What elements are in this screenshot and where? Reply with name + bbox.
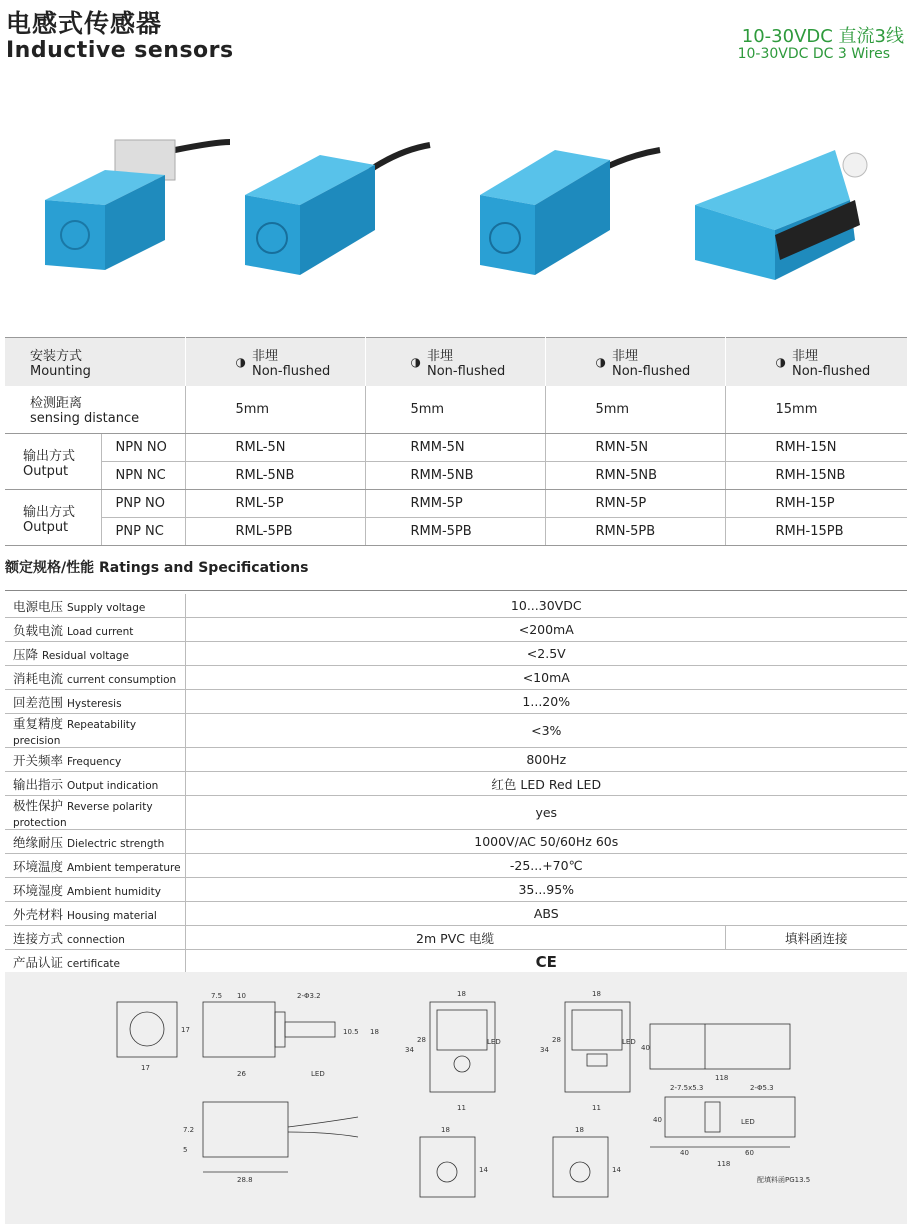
spec-cn: 连接方式 (13, 930, 64, 946)
spec-row (5, 902, 907, 926)
page-title-cn: 电感式传感器 (6, 9, 163, 38)
dim-label: 18 (457, 990, 466, 998)
voltage-cn: 10-30VDC 直流3线 (741, 26, 904, 47)
connection-value-2: 填料函连接 (725, 926, 907, 950)
dimension-drawings (5, 972, 907, 1224)
model-cell: RMH-15NB (725, 462, 907, 490)
spec-en: Output indication (67, 779, 159, 792)
spec-row (5, 690, 907, 714)
dim-label: 7.5 (211, 992, 223, 1000)
distance-value: 5mm (545, 386, 725, 434)
dim-label: 34 (540, 1046, 549, 1054)
model-cell: RMH-15PB (725, 518, 907, 546)
dim-label: 40 (641, 1044, 650, 1052)
sensor-photo-rmn (480, 150, 660, 275)
spec-en: Reverse polarity protection (13, 801, 153, 829)
model-table (5, 337, 907, 546)
connection-value: 2m PVC 电缆 (185, 926, 725, 950)
spec-en: current consumption (67, 673, 177, 686)
dim-label: LED (311, 1070, 325, 1078)
output-label-cn: 输出方式 (23, 448, 76, 464)
dim-label: 40 (680, 1149, 689, 1157)
dim-label: LED (487, 1038, 501, 1046)
voltage-en: 10-30VDC DC 3 Wires (737, 46, 890, 62)
spec-cn: 电源电压 (13, 598, 64, 614)
spec-cn: 输出指示 (13, 776, 64, 792)
distance-label-cn: 检测距离 (30, 396, 83, 412)
spec-en: Ambient humidity (67, 885, 161, 898)
spec-row (5, 830, 907, 854)
mount-cn-2: 非埋 (426, 348, 453, 364)
spec-value: 10...30VDC (185, 594, 907, 618)
spec-row (5, 642, 907, 666)
spec-cn: 环境湿度 (13, 882, 64, 898)
spec-cn: 绝缘耐压 (13, 834, 64, 850)
dim-label: 5 (183, 1146, 188, 1154)
spec-cn: 产品认证 (13, 954, 64, 970)
spec-value: ABS (185, 902, 907, 926)
dim-label: 14 (479, 1166, 488, 1174)
dim-label: 18 (441, 1126, 450, 1134)
distance-value: 5mm (185, 386, 365, 434)
spec-value: 800Hz (185, 748, 907, 772)
mount-cn-3: 非埋 (611, 348, 638, 364)
model-cell: RMN-5PB (545, 518, 725, 546)
spec-row (5, 666, 907, 690)
spec-cn: 外壳材料 (13, 906, 64, 922)
spec-value: <10mA (185, 666, 907, 690)
model-cell: RML-5P (185, 490, 365, 518)
dim-label: 配填料函PG13.5 (757, 1176, 811, 1184)
mounting-label-cn: 安装方式 (30, 348, 83, 364)
spec-en: Residual voltage (42, 649, 129, 662)
dim-label: LED (622, 1038, 636, 1046)
spec-cn: 重复精度 (13, 716, 64, 731)
dim-label: 18 (592, 990, 601, 998)
page-title-en: Inductive sensors (6, 38, 234, 63)
ce-mark-icon: CE (185, 950, 907, 974)
spec-row (5, 878, 907, 902)
mount-cn-1: 非埋 (251, 348, 278, 364)
distance-label-en: sensing distance (30, 411, 140, 427)
dim-label: 40 (653, 1116, 662, 1124)
output-label-cn: 输出方式 (23, 504, 76, 520)
dim-label: 28 (417, 1036, 426, 1044)
dim-label: 10.5 (343, 1028, 359, 1036)
model-cell: RMN-5P (545, 490, 725, 518)
spec-en: Supply voltage (67, 601, 146, 614)
sensor-photo-rml (45, 140, 230, 270)
mount-en-3: Non-flushed (611, 363, 691, 379)
model-cell: RMH-15P (725, 490, 907, 518)
output-type: NPN NO (101, 434, 185, 462)
dim-label: 10 (237, 992, 246, 1000)
output-label-en: Output (23, 519, 69, 535)
model-cell: RMH-15N (725, 434, 907, 462)
output-label-en: Output (23, 463, 69, 479)
model-cell: RML-5PB (185, 518, 365, 546)
distance-value: 5mm (365, 386, 545, 434)
spec-en: certificate (67, 957, 120, 970)
spec-cn: 极性保护 (13, 798, 64, 813)
spec-cn: 回差范围 (13, 694, 64, 710)
specs-table (5, 594, 907, 974)
spec-cn: 负载电流 (13, 622, 64, 638)
dim-label: 17 (181, 1026, 190, 1034)
mount-cn-4: 非埋 (791, 348, 818, 364)
drawing-rmm (405, 990, 501, 1197)
model-cell: RMM-5P (365, 490, 545, 518)
spec-en: Housing material (67, 909, 157, 922)
spec-en: Dielectric strength (67, 837, 165, 850)
dim-label: 60 (745, 1149, 754, 1157)
mount-en-4: Non-flushed (791, 363, 871, 379)
spec-en: Repeatability precision (13, 719, 137, 747)
spec-en: connection (67, 933, 125, 946)
spec-cn: 压降 (13, 646, 39, 662)
spec-en: Hysteresis (67, 697, 122, 710)
spec-cn: 开关频率 (13, 752, 64, 768)
divider (5, 590, 907, 591)
half-circle-icon: ◑ (235, 354, 246, 369)
sensor-photo-rmm (245, 145, 430, 275)
specs-section-title: 额定规格/性能 Ratings and Specifications (5, 560, 309, 576)
spec-en: Load current (67, 625, 134, 638)
spec-en: Frequency (67, 755, 122, 768)
mount-en-1: Non-flushed (251, 363, 331, 379)
spec-cn: 消耗电流 (13, 670, 64, 686)
model-cell: RMN-5NB (545, 462, 725, 490)
model-cell: RML-5NB (185, 462, 365, 490)
dim-label: 118 (715, 1074, 729, 1082)
half-circle-icon: ◑ (775, 354, 786, 369)
spec-value: 1000V/AC 50/60Hz 60s (185, 830, 907, 854)
dim-label: 18 (575, 1126, 584, 1134)
spec-value: yes (185, 796, 907, 830)
dim-label: 28.8 (237, 1176, 253, 1184)
spec-en: Ambient temperature (67, 861, 181, 874)
spec-value: <200mA (185, 618, 907, 642)
dim-label: 17 (141, 1064, 150, 1072)
spec-row (5, 748, 907, 772)
spec-row (5, 618, 907, 642)
product-photos (0, 120, 910, 310)
dim-label: 7.2 (183, 1126, 195, 1134)
dim-label: 11 (457, 1104, 466, 1112)
spec-value: <3% (185, 714, 907, 748)
spec-value: 35...95% (185, 878, 907, 902)
drawing-rmn (540, 990, 636, 1197)
spec-row (5, 594, 907, 618)
dim-label: 2-Φ5.3 (750, 1084, 774, 1092)
dim-label: 28 (552, 1036, 561, 1044)
spec-value: <2.5V (185, 642, 907, 666)
dim-label: 14 (612, 1166, 621, 1174)
output-type: PNP NC (101, 518, 185, 546)
spec-value: 1...20% (185, 690, 907, 714)
half-circle-icon: ◑ (595, 354, 606, 369)
model-cell: RMM-5PB (365, 518, 545, 546)
dim-label: 18 (370, 1028, 379, 1036)
mounting-label-en: Mounting (30, 363, 91, 379)
dim-label: 2-7.5x5.3 (670, 1084, 704, 1092)
model-cell: RML-5N (185, 434, 365, 462)
spec-row (5, 714, 907, 748)
sensor-photo-rmh (695, 150, 867, 280)
mount-en-2: Non-flushed (426, 363, 506, 379)
output-type: NPN NC (101, 462, 185, 490)
spec-cn: 环境温度 (13, 858, 64, 874)
dim-label: 118 (717, 1160, 731, 1168)
spec-row (5, 854, 907, 878)
output-type: PNP NO (101, 490, 185, 518)
model-cell: RMM-5NB (365, 462, 545, 490)
spec-row (5, 796, 907, 830)
dim-label: 34 (405, 1046, 414, 1054)
half-circle-icon: ◑ (410, 354, 421, 369)
model-cell: RMN-5N (545, 434, 725, 462)
spec-value: 红色 LED Red LED (185, 772, 907, 796)
spec-row (5, 772, 907, 796)
dim-label: 26 (237, 1070, 246, 1078)
drawing-rmh (641, 1024, 810, 1184)
distance-value: 15mm (725, 386, 907, 434)
model-cell: RMM-5N (365, 434, 545, 462)
dim-label: 11 (592, 1104, 601, 1112)
drawing-rml (117, 992, 379, 1184)
dim-label: 2-Φ3.2 (297, 992, 321, 1000)
spec-value: -25...+70℃ (185, 854, 907, 878)
dim-label: LED (741, 1118, 755, 1126)
